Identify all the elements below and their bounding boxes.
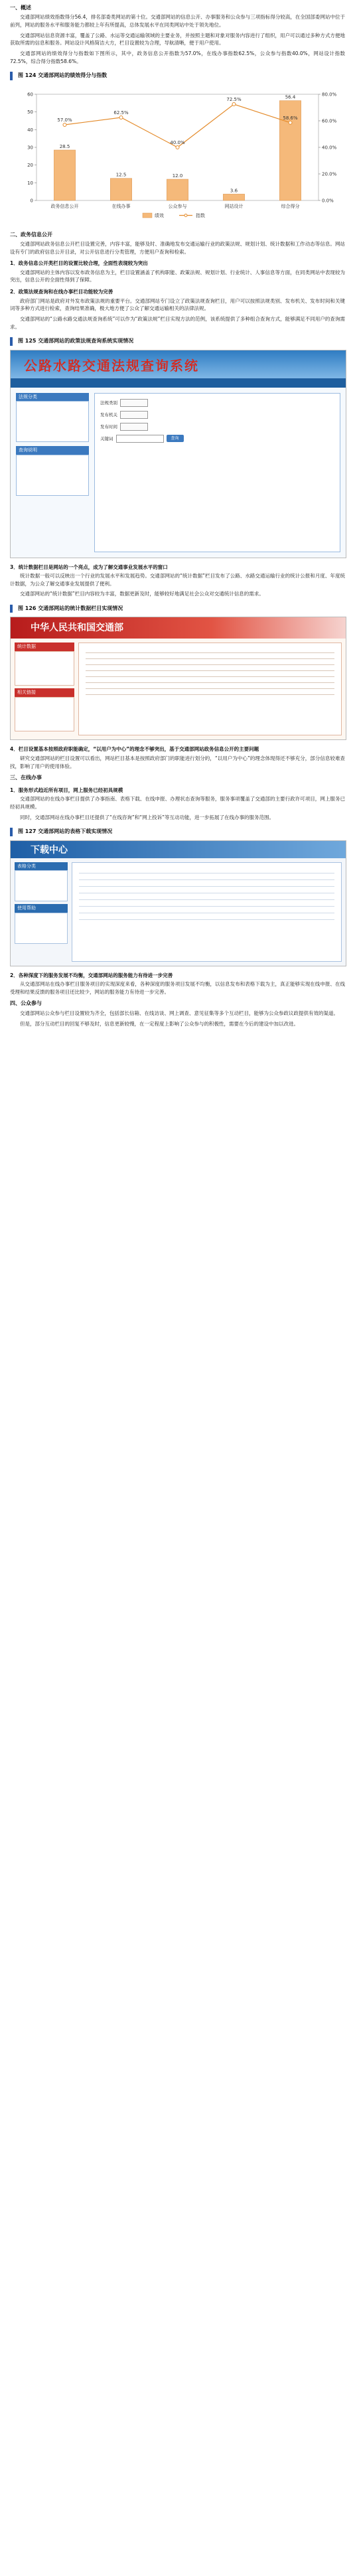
x-tick-label: 在线办事: [111, 203, 131, 209]
bar: [54, 150, 75, 200]
list-item[interactable]: [86, 664, 334, 665]
bar-value-label: 3.6: [230, 187, 238, 193]
index-point: [289, 121, 292, 124]
list-item[interactable]: [86, 676, 334, 677]
sidebar-header: 使用帮助: [15, 904, 68, 913]
figure-127-screenshot: [10, 840, 346, 966]
x-tick-label: 综合得分: [281, 203, 300, 209]
y2-tick-label: 0.0%: [322, 198, 334, 204]
paragraph: 交通部网站的“公路水路交通法规查询系统”可以作为“政策法规”栏目实现方法的范例，该系统提供了多种组合查询方式，能够满足不同用户的查询需求。: [10, 315, 345, 330]
y-tick-label: 60: [27, 92, 33, 98]
list-item[interactable]: [86, 658, 334, 659]
list-item[interactable]: [86, 694, 334, 695]
performance-chart: [10, 84, 345, 227]
y2-tick-label: 20.0%: [322, 171, 337, 177]
keyword-input[interactable]: [116, 435, 164, 443]
paragraph: 交通部网站的“统计数据”栏目内容较为丰富，数据更新及时，能够较好地满足社会公众对交通统计信息的需求。: [20, 591, 264, 597]
y-tick-label: 30: [27, 145, 33, 151]
subheading: 2．各种深度下的服务发展不均衡，交通部网站的服务能力有待进一步完善: [10, 972, 173, 978]
legend-swatch-bar: [143, 213, 152, 218]
category-select[interactable]: [120, 399, 148, 407]
heading-participation: 四、公众参与: [10, 1000, 42, 1007]
sidebar-header: 表格分类: [15, 862, 68, 871]
sidebar-box: [16, 455, 89, 496]
date-select[interactable]: [120, 423, 148, 431]
bar-value-label: 28.5: [59, 143, 70, 149]
sidebar-box: [16, 401, 89, 442]
paragraph: 从交通部网站在线办事栏目服务项目的实现深度来看，各种深度的服务项目发展不均衡，以信息发布和表格下载为主，真正能够实现在线申报、在线受理和结果反馈的服务项目还比较少，网站的服务能力有待进一步完善。: [10, 981, 345, 995]
site-logo: 公路水路交通法规查询系统: [24, 357, 199, 374]
list-item[interactable]: [79, 906, 334, 907]
list-item[interactable]: [86, 652, 334, 653]
x-tick-label: 公众参与: [168, 203, 187, 209]
paragraph: 交通部网站政务信息公开栏目设置完善，内容丰富，能够及时、准确地发布交通运输行业的政策法规、规划计划、统计数据和工作动态等信息。网站设有专门的政府信息公开目录，对公开信息进行分类管理，方便用户查询和检索。: [10, 240, 345, 255]
form-label: 关键词: [100, 435, 113, 441]
list-item[interactable]: [86, 682, 334, 683]
statistics-list: [78, 643, 342, 735]
bar: [110, 178, 131, 200]
figure-125-screenshot: [10, 350, 346, 558]
x-tick-label: 政务信息公开: [50, 203, 79, 209]
y-tick-label: 20: [27, 162, 33, 168]
y-tick-label: 0: [30, 198, 33, 204]
figure-125-title: 图 125 交通部网站的政策法规查询系统实现情况: [10, 337, 345, 345]
legend-label: 绩效: [155, 212, 164, 218]
sidebar-header: 查询说明: [16, 446, 89, 455]
paragraph: 同时，交通部网站在线办事栏目还提供了“在线咨询”和“网上投诉”等互动功能，进一步拓展了在线办事的服务范围。: [20, 814, 275, 820]
paragraph: 但是，部分互动栏目的回复不够及时，信息更新较慢，在一定程度上影响了公众参与的积极性，需要在今后的建设中加以改进。: [20, 1020, 299, 1027]
list-item[interactable]: [79, 879, 334, 880]
subheading: 1．服务形式趋近所有项目，网上服务已经初具规模: [10, 787, 123, 793]
sidebar-header: 统计数据: [15, 643, 74, 651]
banner: [11, 841, 346, 858]
figure-126-title: 图 126 交通部网站的统计数据栏目实现情况: [10, 605, 345, 613]
performance-chart-svg: [10, 84, 345, 227]
figure-126-screenshot: [10, 617, 346, 740]
index-point: [176, 145, 179, 149]
heading-overview: 一、概述: [10, 5, 31, 11]
y2-tick-label: 40.0%: [322, 145, 337, 151]
sidebar-box: [15, 870, 68, 901]
form-label: 发布机关: [100, 412, 117, 417]
paragraph: 交通部网站信息资源丰富，覆盖了公路、水运等交通运输领域的主要业务，并按照主题和对象对服务内容进行了组织，用户可以通过多种方式方便地获取所需的信息和服务。网站设计风格简洁大方，栏目设置较为合理，导航清晰，便于用户使用。: [10, 32, 345, 46]
legend-label: 指数: [196, 212, 205, 218]
heading-info-disclosure: 二、政务信息公开: [10, 231, 52, 238]
index-value-label: 58.6%: [283, 115, 298, 121]
paragraph: 交通部网站的主体内容以发布政务信息为主，栏目设置涵盖了机构职能、政策法规、规划计划、行业统计、人事信息等方面，在同类网站中表现较为突出，信息公开的全面性得到了保障。: [10, 269, 345, 283]
sidebar-box: [15, 913, 68, 944]
site-logo: 中华人民共和国交通部: [31, 623, 123, 634]
sidebar-header: 相关链接: [15, 688, 74, 697]
bar-value-label: 56.4: [285, 94, 296, 100]
sidebar-box: [15, 697, 74, 731]
y2-tick-label: 60.0%: [322, 118, 337, 124]
paragraph: 政府部门网站是政府对外发布政策法规的重要平台。交通部网站专门设立了政策法规查询栏目，用户可以按照法规类别、发布机关、发布时间和关键词等多种方式进行检索，查询结果准确，极大地方便了公众了解交通运输相关的法律法规。: [10, 297, 345, 312]
paragraph: 交通部网站公众参与栏目设置较为齐全，包括部长信箱、在线访谈、网上调查、意见征集等多个互动栏目，能够为公众参政议政提供有效的渠道。: [20, 1010, 338, 1016]
y-tick-label: 10: [27, 180, 33, 186]
subheading: 3．统计数据栏目是网站的一个亮点，成为了解交通事业发展水平的窗口: [10, 564, 168, 570]
banner: [11, 617, 346, 639]
y2-tick-label: 80.0%: [322, 92, 337, 98]
document-page: [0, 4, 355, 1027]
index-value-label: 62.5%: [113, 110, 129, 115]
sidebar: [15, 862, 68, 962]
sidebar-header: 法规分类: [16, 393, 89, 402]
figure-124-title: 图 124 交通部网站的绩效得分与指数: [10, 72, 345, 80]
bar: [167, 179, 188, 200]
subheading: 1．政务信息公开类栏目的设置比较合理，全面性表现较为突出: [10, 260, 148, 267]
figure-127-title: 图 127 交通部网站的表格下载实现情况: [10, 828, 345, 836]
sidebar-box: [15, 651, 74, 686]
heading-online-service: 三、在线办事: [10, 775, 42, 781]
query-form: [94, 393, 340, 552]
nav-bar: [11, 378, 346, 388]
paragraph: 交通部网站的在线办事栏目提供了办事指南、表格下载、在线申报、办理状态查询等服务，服务事项覆盖了交通部的主要行政许可项目，网上服务已经初具规模。: [10, 796, 345, 810]
paragraph: 交通部网站绩效指数得分56.4，排名部委类网站的第十位。交通部网站的信息公开、办事服务和公众参与三项指标得分较高，在全国部委网站中位于前列，网站的服务水平和服务能力都较上年有所提高，总体发展水平在同类网站中处于领先地位。: [10, 14, 345, 29]
bar-value-label: 12.0: [172, 173, 183, 179]
list-item[interactable]: [79, 919, 334, 920]
list-item[interactable]: [79, 886, 334, 887]
index-point: [119, 115, 123, 119]
legend-marker: [184, 214, 187, 216]
site-logo: 下载中心: [31, 844, 68, 856]
paragraph: 交通部网站的绩效得分与指数如下图所示，其中，政务信息公开指数为57.0%，在线办事指数62.5%，公众参与指数40.0%，网站设计指数72.5%，综合得分指数58.6%。: [10, 50, 345, 64]
index-point: [232, 102, 236, 106]
subheading: 2．政策法规查询和在线办事栏目功能较为完善: [10, 289, 113, 295]
list-item[interactable]: [86, 670, 334, 671]
list-item[interactable]: [86, 688, 334, 689]
index-value-label: 57.0%: [57, 117, 72, 123]
download-list: [72, 862, 342, 962]
bar: [223, 194, 244, 200]
list-item[interactable]: [79, 899, 334, 900]
y-tick-label: 40: [27, 127, 33, 133]
sidebar: [15, 643, 74, 735]
form-label: 法规类别: [100, 400, 117, 406]
index-value-label: 72.5%: [226, 96, 242, 102]
paragraph: 统计数据一般可以反映出一个行业的发展水平和发展趋势。交通部网站的“统计数据”栏目发布了公路、水路交通运输行业的统计公报和月度、年度统计数据，为公众了解交通事业发展提供了便利。: [10, 573, 345, 587]
bar-value-label: 12.5: [115, 172, 127, 178]
x-tick-label: 网站设计: [224, 203, 244, 209]
banner: [11, 350, 346, 378]
sidebar: [16, 393, 89, 552]
index-value-label: 40.0%: [170, 139, 185, 145]
subheading: 4．栏目设置基本按照政府职能确定，“以用户为中心”的理念不够突出，基于交通部网站政务信息公开的主要问题: [10, 746, 259, 753]
issuer-select[interactable]: [120, 411, 148, 419]
form-label: 发布时间: [100, 423, 117, 429]
y-tick-label: 50: [27, 109, 33, 115]
query-button[interactable]: 查询: [167, 435, 184, 442]
index-point: [63, 123, 66, 126]
paragraph: 研究交通部网站的栏目设置可以看出，网站栏目基本是按照政府部门的职能进行划分的，“以用户为中心”的理念体现得还不够充分，部分信息较难查找，影响了用户的使用体验。: [10, 755, 345, 769]
